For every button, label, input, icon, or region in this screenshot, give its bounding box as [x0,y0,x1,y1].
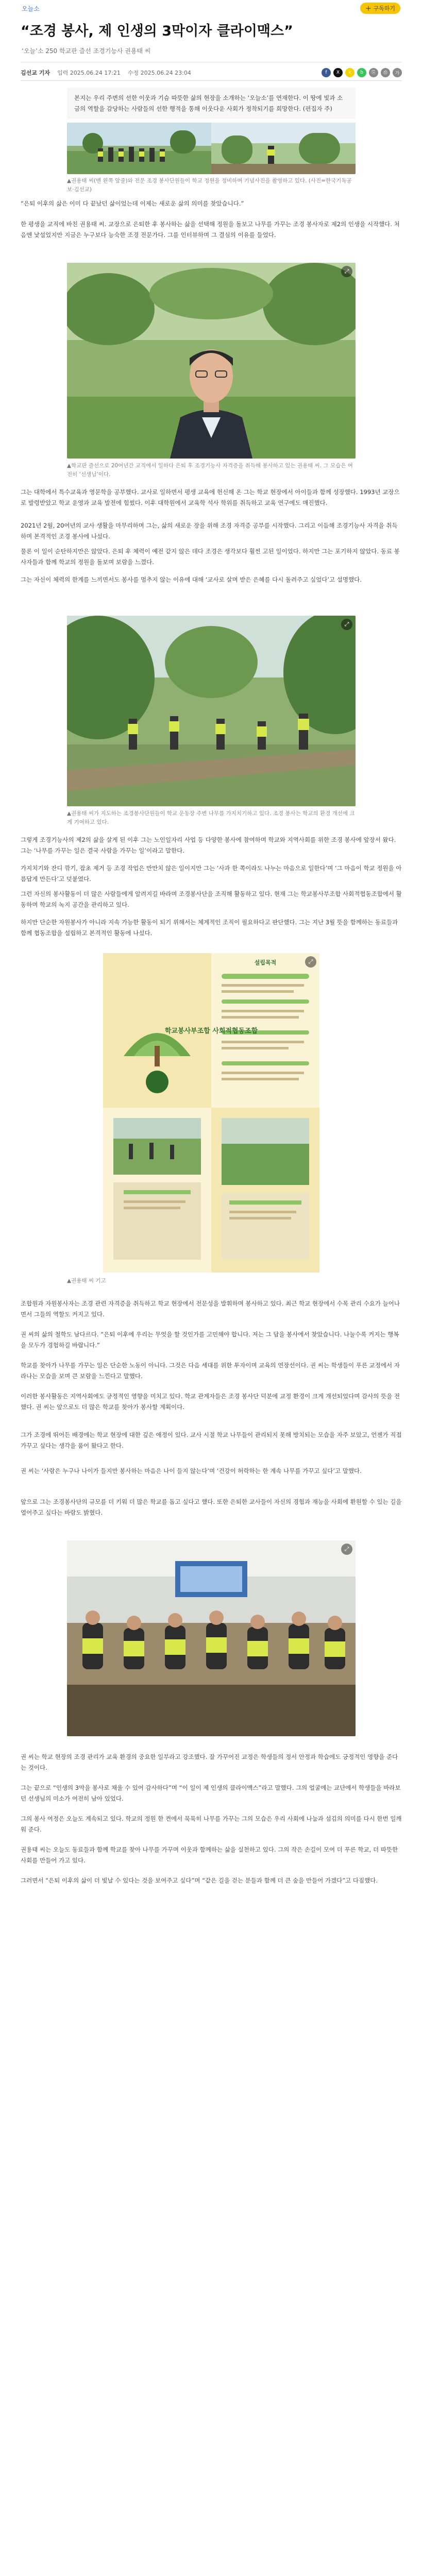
paragraph: 물론 이 일이 순탄하지만은 않았다. 은퇴 후 체력이 예전 같지 않은 데다 조경은 생각보다 훨씬 고된 일이었다. 하지만 그는 포기하지 않았다. 동료 봉사자들과 함께 학교의 정원을 돌보며 보람을 느꼈다. [21,548,400,566]
twitter-icon[interactable]: X [333,68,343,77]
band-icon[interactable]: b [357,68,366,77]
photo-caption: ▲권용태 씨(맨 왼쪽 앞줄)와 전문 조경 봉사단원들이 학교 정원을 정비하며 기념사진을 촬영하고 있다. (사진=한국기독공보·김선교) [67,178,352,193]
expand-icon[interactable]: ⤢ [341,619,352,630]
top-bar [0,0,422,16]
expand-icon[interactable]: ⤢ [305,956,316,968]
photo-illustration [67,1540,356,1736]
paragraph: 앞으로 그는 조경봉사단의 규모를 더 키워 더 많은 학교를 돕고 싶다고 했다. 또한 은퇴한 교사들이 자신의 경험과 재능을 사회에 환원할 수 있는 길을 열어주고 싶다는 바람도 밝혔다. [21,1498,402,1517]
paragraph: 그가 조경에 뛰어든 배경에는 학교 현장에 대한 깊은 애정이 있다. 교사 시절 학교 나무들이 관리되지 못해 방치되는 모습을 자주 보았고, 언젠가 직접 가꾸고 싶다는 생각을 품어 왔다고 한다. [21,1431,402,1450]
paragraph: 이러한 봉사활동은 지역사회에도 긍정적인 영향을 미치고 있다. 학교 관계자들은 조경 봉사단 덕분에 교정 환경이 크게 개선되었다며 감사의 뜻을 전했다. 권 씨는 앞으로도 더 많은 학교를 찾아가 봉사할 계획이다. [21,1393,400,1411]
paragraph: 그는 끝으로 “인생의 3막을 봉사로 채울 수 있어 감사하다”며 “이 일이 제 인생의 클라이맥스”라고 말했다. 그의 얼굴에는 교단에서 학생들을 바라보던 선생님의 미소가 여전히 남아 있었다. [21,1784,401,1803]
portrait-photo[interactable] [67,263,356,459]
photo-illustration [67,263,356,459]
paragraph: 하지만 단순한 자원봉사가 아니라 지속 가능한 활동이 되기 위해서는 체계적인 조직이 필요하다고 판단했다. 그는 지난 3월 뜻을 함께하는 동료들과 함께 협동조합을 설립하고 본격적인 활동에 나섰다. [21,919,398,937]
byline [21,69,191,77]
paragraph: 한 평생을 교직에 바친 권용태 씨. 교장으로 은퇴한 후 봉사하는 삶을 선택해 정원을 돌보고 나무를 가꾸는 조경 봉사자로 제2의 인생을 시작했다. 처음엔 낯설었지만 지금은 누구보다 능숙한 조경 전문가다. 그를 인터뷰하며 그 결심의 이유를 들었다. [21,221,400,239]
paragraph: 권 씨는 학교 현장의 조경 관리가 교육 환경의 중요한 일부라고 강조했다. 잘 가꾸어진 교정은 학생들의 정서 안정과 학습에도 긍정적인 영향을 준다는 것이다. [21,1753,398,1772]
paragraph: 권용태 씨는 오늘도 동료들과 함께 학교를 찾아 나무를 가꾸며 이웃과 함께하는 삶을 실천하고 있다. 그의 작은 손길이 모여 더 푸른 학교, 더 따뜻한 사회를 만들어 가고 있다. [21,1846,398,1865]
updated-time: 수정 2025.06.24 23:04 [127,70,191,76]
article-title: “조경 봉사, 제 인생의 3막이자 클라이맥스” [21,23,293,39]
paragraph: 2021년 2월, 20여년의 교사 생활을 마무리하며 그는, 삶의 새로운 장을 위해 조경 자격증 공부를 시작했다. 그리고 이듬해 조경기능사 자격을 취득하며 본격적인 조경 봉사에 나섰다. [21,522,398,540]
paragraph: 가지치기와 잔디 깎기, 잡초 제거 등 조경 작업은 만만치 않은 일이지만 그는 ‘사과 한 쪽이라도 나누는 마음으로 일한다’며 ‘그 마음이 학교 정원을 아름답게 만든다’고 덧붙였다. [21,865,402,883]
paragraph: 그런 자신의 봉사활동이 더 많은 사람들에게 알려지길 바라며 조경봉사단을 조직해 활동하고 있다. 현재 그는 학교봉사부조합 사회적협동조합에서 활동하며 학교의 녹지 공간을 관리하고 있다. [21,890,402,909]
paragraph: 그는 자신이 체력의 한계를 느끼면서도 봉사를 멈추지 않는 이유에 대해 ‘교사로 살며 받은 은혜를 다시 돌려주고 싶었다’고 설명했다. [21,576,362,583]
paragraph: 그의 봉사 여정은 오늘도 계속되고 있다. 학교의 정원 한 켠에서 묵묵히 나무를 가꾸는 그의 모습은 우리 사회에 나눔과 섬김의 의미를 다시 한번 일깨워 준다. [21,1815,402,1834]
paragraph: 그렇게 조경기능사의 제2의 삶을 살게 된 이후 그는 노인일자리 사업 등 다양한 봉사에 참여하며 학교와 지역사회를 위한 조경 봉사에 앞장서 왔다. 그는 ‘나무를 가꾸는 일은 결국 사람을 가꾸는 일’이라고 말한다. [21,836,396,855]
paragraph: 권 씨의 삶의 철학도 남다르다. “은퇴 이후에 우리는 무엇을 할 것인가를 고민해야 합니다. 저는 그 답을 봉사에서 찾았습니다. 나눌수록 커지는 행복을 모두가 경험하길 바랍니다.” [21,1331,399,1349]
print-icon[interactable]: ⎙ [381,68,390,77]
poster-section-label: 설립목적 [254,959,277,966]
cooperative-poster[interactable] [103,953,319,1273]
paragraph: 그러면서 “은퇴 이후의 삶이 더 빛날 수 있다는 것을 보여주고 싶다”며 “같은 길을 걷는 분들과 함께 더 큰 숲을 만들어 가겠다”고 다짐했다. [21,1877,378,1884]
expand-icon[interactable]: ⤢ [341,266,352,277]
poster-title: 학교봉사부조합 사회적협동조합 [164,1027,258,1035]
section-label[interactable]: 오늘소 [22,5,40,12]
photo-caption: ▲권용태 씨가 지도하는 조경봉사단원들이 학교 운동장 주변 나무를 가지치기하고 있다. 조경 봉사는 학교의 환경 개선에 크게 기여하고 있다. [67,810,355,825]
subscribe-label: 구독하기 [373,5,395,12]
pruning-photo[interactable] [67,616,356,806]
article-subtitle: ‘오늘’소 250 학교판 즐선 조경기능사 권용태 씨 [22,47,151,55]
plus-icon: ＋ [365,5,372,12]
poster-illustration [103,953,319,1273]
paragraph: 조합원과 자원봉사자는 조경 관련 자격증을 취득하고 학교 현장에서 전문성을 발휘하며 봉사하고 있다. 최근 학교 현장에서 수목 관리 수요가 늘어나면서 그들의 역할도 커지고 있다. [21,1300,400,1318]
meta-divider [21,80,402,81]
reporter-name[interactable]: 김선교 기자 [21,70,50,76]
paragraph: “은퇴 이후의 삶은 이미 다 끝났던 삶이었는데 이제는 새로운 삶의 의미를 찾았습니다.” [21,200,244,207]
paragraph: 권 씨는 ‘사람은 누구나 나이가 들지만 봉사하는 마음은 나이 들지 않는다’며 ‘건강이 허락하는 한 계속 나무를 가꾸고 싶다’고 말했다. [21,1467,362,1475]
article-meta [21,68,402,77]
photo-illustration [67,123,356,174]
expand-icon[interactable]: ⤢ [341,1544,352,1555]
paragraph: 학교를 찾아가 나무를 가꾸는 일은 단순한 노동이 아니다. 그것은 다음 세대를 위한 투자이며 교육의 연장선이다. 권 씨는 학생들이 푸른 교정에서 자라나는 모습을 보며 큰 보람을 느낀다고 말했다. [21,1362,400,1380]
kakao-icon[interactable]: k [345,68,355,77]
photo-illustration [67,616,356,806]
link-icon[interactable]: ⎘ [369,68,378,77]
published-time: 입력 2025.06.24 17:21 [57,70,121,76]
subscribe-button[interactable] [360,3,400,14]
classroom-photo[interactable] [67,1540,356,1736]
photo-caption: ▲학교판 즐선으로 20여년간 교직에서 일하다 은퇴 후 조경기능사 자격증을 취득해 봉사하고 있는 권용태 씨. 그 모습은 여전히 ‘선생님’이다. [67,463,353,478]
paragraph: 그는 대학에서 특수교육과 영문학을 공부했다. 교사로 일하면서 평생 교육에 헌신해 온 그는 학교 현장에서 아이들과 함께 성장했다. 1993년 교장으로 발령받았고 학교 운영과 교육 발전에 힘썼다. 이후 대학원에서 교육학 석사 학위를 취득하고 교육 연구에도 매진했다. [21,488,400,507]
facebook-icon[interactable]: f [322,68,331,77]
editor-summary: 본지는 우리 주변의 선한 이웃과 기슴 따뜻한 삶의 현장을 소개하는 ‘오늘소’를 연재한다. 이 땅에 빛과 소금의 역할을 감당하는 사람들의 선한 행적을 통해 이웃다운 사회가 정착되기를 희망한다. (편집자 주) [67,88,356,119]
font-size-icon[interactable]: 가 [393,68,402,77]
photo-caption: ▲권용태 씨 기고 [67,1278,106,1284]
volunteer-group-photo[interactable] [67,123,356,174]
share-bar [322,68,402,77]
